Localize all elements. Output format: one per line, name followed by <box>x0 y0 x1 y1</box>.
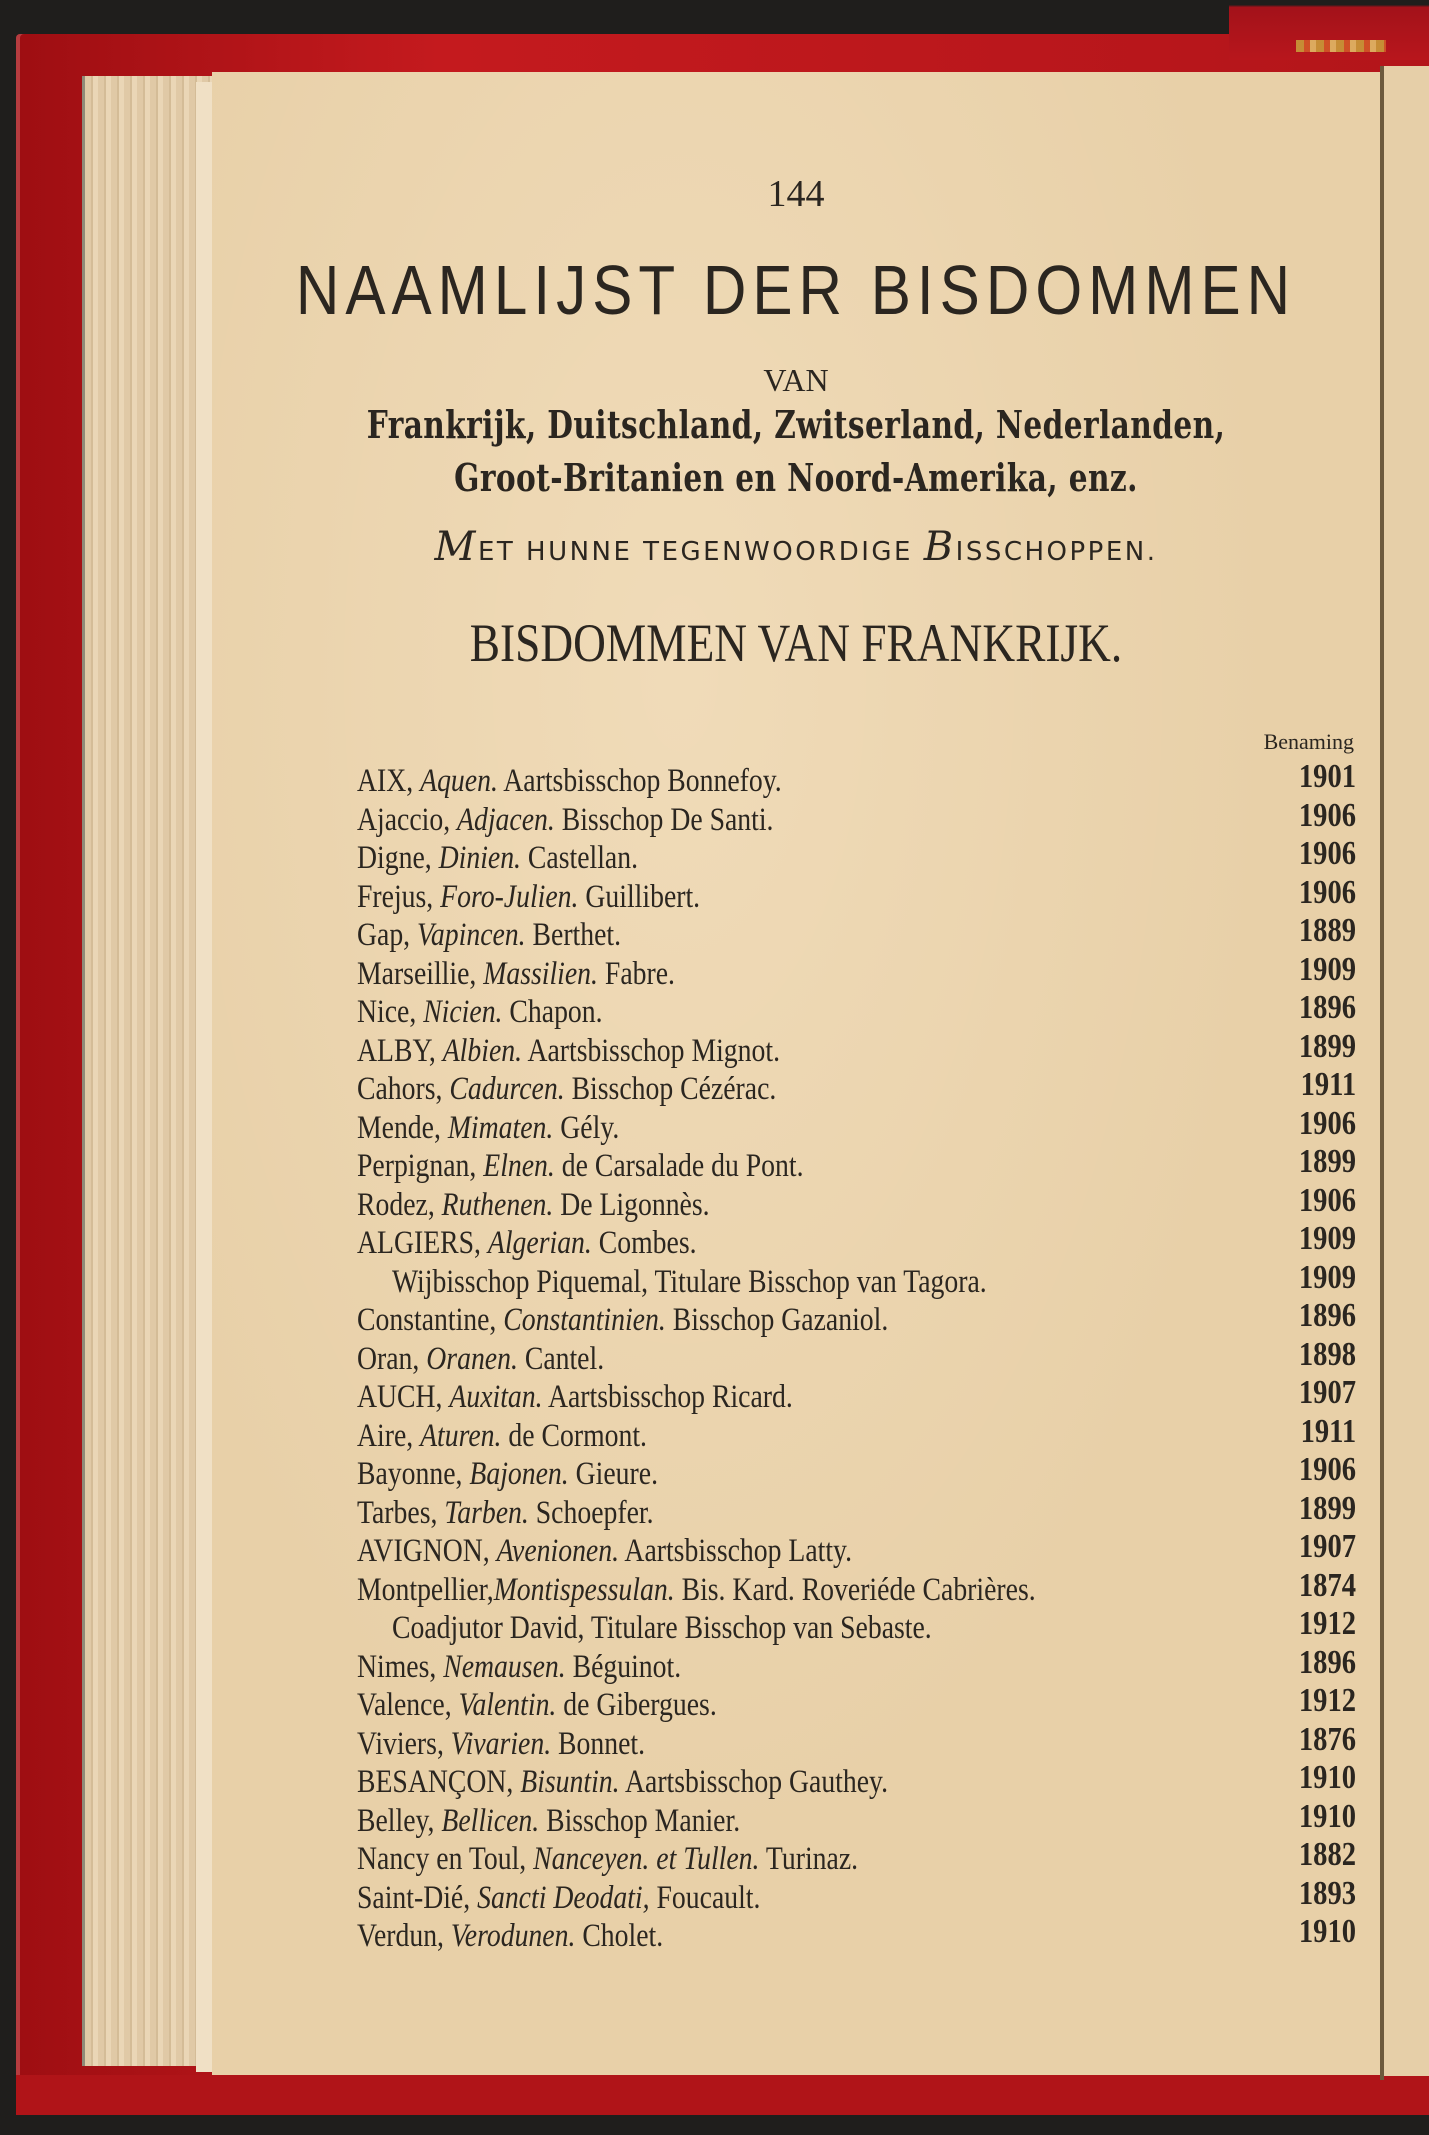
entry-place: Frejus, <box>357 878 441 915</box>
entry-place: AUCH, <box>357 1379 450 1415</box>
entry-place: Ajaccio, <box>357 801 458 838</box>
entry-place: Nimes, <box>357 1648 444 1685</box>
diocese-list <box>212 758 1380 1956</box>
entry-latin-name: Oranen. <box>426 1340 518 1377</box>
entry-text <box>357 1879 760 1917</box>
entry-place: Aire, <box>357 1417 421 1454</box>
entry-bishop: Aartsbisschop Bonnefoy. <box>497 763 782 799</box>
column-header-benaming: Benaming <box>1263 729 1354 754</box>
entry-latin-name: Bajonen. <box>469 1456 569 1492</box>
entry-bishop: de Carsalade du Pont. <box>554 1148 804 1184</box>
entry-latin-name: Avenionen. <box>496 1533 620 1569</box>
entry-bishop: Schoepfer. <box>528 1494 654 1531</box>
entry-bishop: Berthet. <box>525 917 622 953</box>
entry-latin-name: Vivarien. <box>450 1725 552 1762</box>
entry-text <box>357 839 638 877</box>
facing-page <box>1384 66 1429 2076</box>
entry-year: 1893 <box>1298 1874 1356 1912</box>
list-item <box>212 1643 1380 1687</box>
entry-latin-name: Mimaten. <box>447 1109 554 1146</box>
list-item <box>212 1143 1380 1186</box>
entry-place: Digne, <box>357 840 439 876</box>
entry-latin-name: Foro-Julien. <box>440 878 579 915</box>
entry-bishop: Cholet. <box>575 1918 664 1954</box>
entry-latin-name: Tarben. <box>444 1494 529 1531</box>
entry-place: Perpignan, <box>357 1148 484 1184</box>
list-item <box>212 1682 1380 1725</box>
entry-place: Verdun, <box>357 1918 451 1954</box>
page <box>212 72 1380 2075</box>
entry-text <box>357 1455 658 1493</box>
entry-bishop: Aartsbisschop Ricard. <box>542 1379 793 1415</box>
entry-year: 1901 <box>1298 758 1356 795</box>
entry-latin-name: Massilien. <box>483 955 598 992</box>
entry-bishop: Turinaz. <box>759 1841 859 1877</box>
list-item <box>212 1566 1380 1610</box>
entry-text <box>357 1648 681 1686</box>
countries-line-1: Frankrijk, Duitschland, Zwitserland, Nederlanden, <box>366 402 1226 447</box>
list-item <box>212 873 1380 917</box>
subtitle-initial-b: B <box>923 524 956 570</box>
entry-year: 1910 <box>1298 1759 1356 1796</box>
entry-latin-name: Montispessulan. <box>493 1571 675 1608</box>
entry-latin-name: Elnen. <box>483 1148 555 1184</box>
list-item <box>212 1451 1380 1494</box>
entry-text <box>357 1763 888 1801</box>
entry-year: 1906 <box>1298 1451 1356 1488</box>
entry-year: 1906 <box>1298 835 1356 872</box>
list-item <box>212 1528 1380 1571</box>
entry-year: 1911 <box>1300 1412 1356 1450</box>
entry-place: Mende, <box>357 1109 448 1146</box>
entry-year: 1912 <box>1298 1605 1356 1642</box>
entry-latin-name: Nemausen. <box>443 1648 566 1685</box>
list-item <box>212 1412 1380 1456</box>
entry-latin-name: Bisuntin. <box>520 1764 620 1800</box>
subtitle-part-2: ISSCHOPPEN. <box>955 537 1158 567</box>
list-item <box>212 1335 1380 1379</box>
entry-text <box>357 1340 604 1378</box>
entry-latin-name: Nanceyen. et Tullen. <box>533 1841 760 1877</box>
entry-year: 1906 <box>1298 1181 1356 1219</box>
entry-bishop: Aartsbisschop Latty. <box>619 1533 853 1569</box>
entry-place: ALBY, <box>357 1032 443 1069</box>
list-item <box>212 1104 1380 1148</box>
title-van: VAN <box>763 362 829 398</box>
list-item <box>212 1913 1380 1956</box>
entry-bishop: de Gibergues. <box>556 1687 717 1723</box>
list-item <box>212 1836 1380 1879</box>
entry-bishop: Wijbisschop Piquemal, Titulare Bisschop van Tagora. <box>392 1263 987 1300</box>
entry-latin-name: Sancti Deodati, <box>477 1879 650 1916</box>
entry-year: 1906 <box>1298 796 1356 834</box>
entry-latin-name: Constantinien. <box>503 1302 666 1338</box>
entry-latin-name: Dinien. <box>438 840 521 876</box>
entry-bishop: Bisschop Manier. <box>539 1802 741 1839</box>
entry-place: Oran, <box>357 1340 427 1377</box>
entry-bishop: Bisschop Cézérac. <box>564 1071 777 1107</box>
list-item <box>212 950 1380 994</box>
list-item <box>212 1489 1380 1533</box>
entry-latin-name: Bellicen. <box>441 1802 540 1839</box>
entry-text <box>357 1725 645 1763</box>
entry-year: 1912 <box>1298 1682 1356 1719</box>
entry-bishop: Aartsbisschop Mignot. <box>522 1032 781 1069</box>
entry-text <box>357 1532 852 1570</box>
entry-text <box>357 1378 793 1416</box>
entry-text <box>357 955 675 993</box>
entry-bishop: Combes. <box>591 1225 697 1261</box>
entry-year: 1907 <box>1298 1528 1356 1565</box>
entry-place: ALGIERS, <box>357 1225 488 1261</box>
list-item <box>212 912 1380 955</box>
section-title: BISDOMMEN VAN FRANKRIJK. <box>469 613 1123 673</box>
entry-text <box>357 1417 647 1455</box>
entry-text <box>357 1802 740 1840</box>
entry-place: Constantine, <box>357 1302 504 1338</box>
entry-text <box>357 1186 710 1224</box>
entry-year: 1906 <box>1298 1104 1356 1142</box>
entry-text <box>357 878 700 916</box>
entry-text <box>357 1032 780 1070</box>
entry-bishop: Bonnet. <box>551 1725 646 1762</box>
entry-text <box>357 1109 619 1147</box>
list-item <box>212 1720 1380 1764</box>
list-item <box>212 989 1380 1032</box>
entry-place: Rodez, <box>357 1186 442 1223</box>
entry-text <box>357 1301 888 1339</box>
list-item <box>212 1605 1380 1648</box>
entry-latin-name: Ruthenen. <box>441 1186 554 1223</box>
entry-bishop: Bisschop Gazaniol. <box>665 1302 889 1338</box>
entry-year: 1909 <box>1298 1258 1356 1296</box>
entry-text <box>357 993 603 1031</box>
entry-place: Valence, <box>357 1687 459 1723</box>
entry-year: 1906 <box>1298 873 1356 911</box>
entry-latin-name: Aturen. <box>420 1417 502 1454</box>
list-item <box>212 1258 1380 1302</box>
list-item <box>212 1874 1380 1918</box>
entry-text <box>357 1147 804 1185</box>
entry-bishop: Chapon. <box>502 994 603 1030</box>
list-item <box>212 1759 1380 1802</box>
entry-year: 1898 <box>1298 1335 1356 1373</box>
subtitle-initial-m: M <box>434 524 478 570</box>
entry-year: 1896 <box>1298 989 1356 1026</box>
entry-year: 1876 <box>1298 1720 1356 1758</box>
entry-latin-name: Adjacen. <box>457 801 555 838</box>
entry-year: 1899 <box>1298 1143 1356 1180</box>
entry-year: 1907 <box>1298 1374 1356 1411</box>
entry-bishop: Guillibert. <box>578 878 701 915</box>
gilt-decoration <box>1296 40 1386 52</box>
entry-place: Marseillie, <box>357 955 484 992</box>
entry-place: Cahors, <box>357 1071 450 1107</box>
list-item <box>212 1066 1380 1109</box>
entry-text <box>357 1917 663 1955</box>
entry-latin-name: Aquen. <box>420 763 498 799</box>
subtitle-part-1: ET HUNNE TEGENWOORDIGE <box>477 537 924 567</box>
entry-latin-name: Verodunen. <box>450 1918 576 1954</box>
entry-place: Belley, <box>357 1802 442 1839</box>
entry-year: 1911 <box>1300 1066 1356 1103</box>
entry-year: 1909 <box>1298 950 1356 988</box>
entry-year: 1910 <box>1298 1797 1356 1835</box>
entry-text <box>357 1070 776 1108</box>
entry-place: Gap, <box>357 917 418 953</box>
entry-year: 1899 <box>1298 1027 1356 1065</box>
entry-text <box>357 801 773 839</box>
entry-place: AIX, <box>357 763 421 799</box>
entry-text <box>357 916 621 954</box>
entry-bishop: Bis. Kard. Roveriéde Cabrières. <box>674 1571 1036 1608</box>
entry-latin-name: Auxitan. <box>449 1379 543 1415</box>
list-item <box>212 1220 1380 1263</box>
entry-year: 1896 <box>1298 1297 1356 1334</box>
entry-bishop: Bisschop De Santi. <box>554 801 774 838</box>
entry-text <box>357 762 782 800</box>
entry-bishop: De Ligonnès. <box>553 1186 710 1223</box>
entry-bishop: Fabre. <box>597 955 675 992</box>
list-item <box>212 1297 1380 1340</box>
page-title: NAAMLIJST DER BISDOMMEN <box>295 251 1297 329</box>
entry-year: 1889 <box>1298 912 1356 949</box>
entry-text <box>357 1840 858 1878</box>
list-item <box>212 835 1380 878</box>
entry-latin-name: Vapincen. <box>417 917 526 953</box>
entry-latin-name: Cadurcen. <box>449 1071 565 1107</box>
entry-place: Tarbes, <box>357 1494 445 1531</box>
entry-year: 1874 <box>1298 1566 1356 1604</box>
entry-text <box>357 1224 697 1262</box>
entry-place: Nancy en Toul, <box>357 1841 534 1877</box>
book-cover-bottom <box>16 2075 1429 2115</box>
entry-latin-name: Valentin. <box>458 1687 557 1723</box>
entry-latin-name: Algerian. <box>487 1225 592 1261</box>
subtitle <box>212 524 1380 570</box>
entry-year: 1899 <box>1298 1489 1356 1527</box>
entry-year: 1896 <box>1298 1643 1356 1681</box>
entry-text <box>357 1494 654 1532</box>
entry-bishop: Cantel. <box>517 1340 605 1377</box>
entry-year: 1882 <box>1298 1836 1356 1873</box>
page-number: 144 <box>767 173 825 215</box>
entry-text <box>392 1609 932 1647</box>
list-item <box>212 1181 1380 1225</box>
entry-place: Saint-Dié, <box>357 1879 478 1916</box>
list-item <box>212 1374 1380 1417</box>
entry-text <box>357 1571 1036 1609</box>
entry-bishop: Béguinot. <box>565 1648 682 1685</box>
entry-text <box>392 1263 987 1301</box>
entry-place: Nice, <box>357 994 424 1030</box>
list-item <box>212 1027 1380 1071</box>
list-item <box>212 796 1380 840</box>
page-gutter <box>1380 66 1384 2080</box>
entry-place: Montpellier, <box>357 1571 494 1608</box>
page-edge-highlight <box>196 82 212 2072</box>
entry-place: AVIGNON, <box>357 1533 497 1569</box>
entry-year: 1909 <box>1298 1220 1356 1257</box>
entry-latin-name: Nicien. <box>423 994 503 1030</box>
entry-bishop: Coadjutor David, Titulare Bisschop van Sebaste. <box>392 1610 932 1646</box>
entry-place: BESANÇON, <box>357 1764 521 1800</box>
entry-bishop: Gély. <box>553 1109 620 1146</box>
entry-bishop: de Cormont. <box>501 1417 647 1454</box>
entry-place: Viviers, <box>357 1725 451 1762</box>
entry-place: Bayonne, <box>357 1456 470 1492</box>
entry-latin-name: Albien. <box>442 1032 523 1069</box>
list-item <box>212 1797 1380 1841</box>
countries-line-2: Groot-Britanien en Noord-Amerika, enz. <box>454 455 1138 500</box>
entry-bishop: Aartsbisschop Gauthey. <box>619 1764 889 1800</box>
entry-year: 1910 <box>1298 1913 1356 1950</box>
list-item <box>212 758 1380 801</box>
entry-bishop: Castellan. <box>520 840 639 876</box>
entry-bishop: Foucault. <box>649 1879 761 1916</box>
entry-bishop: Gieure. <box>568 1456 659 1492</box>
entry-text <box>357 1686 717 1724</box>
